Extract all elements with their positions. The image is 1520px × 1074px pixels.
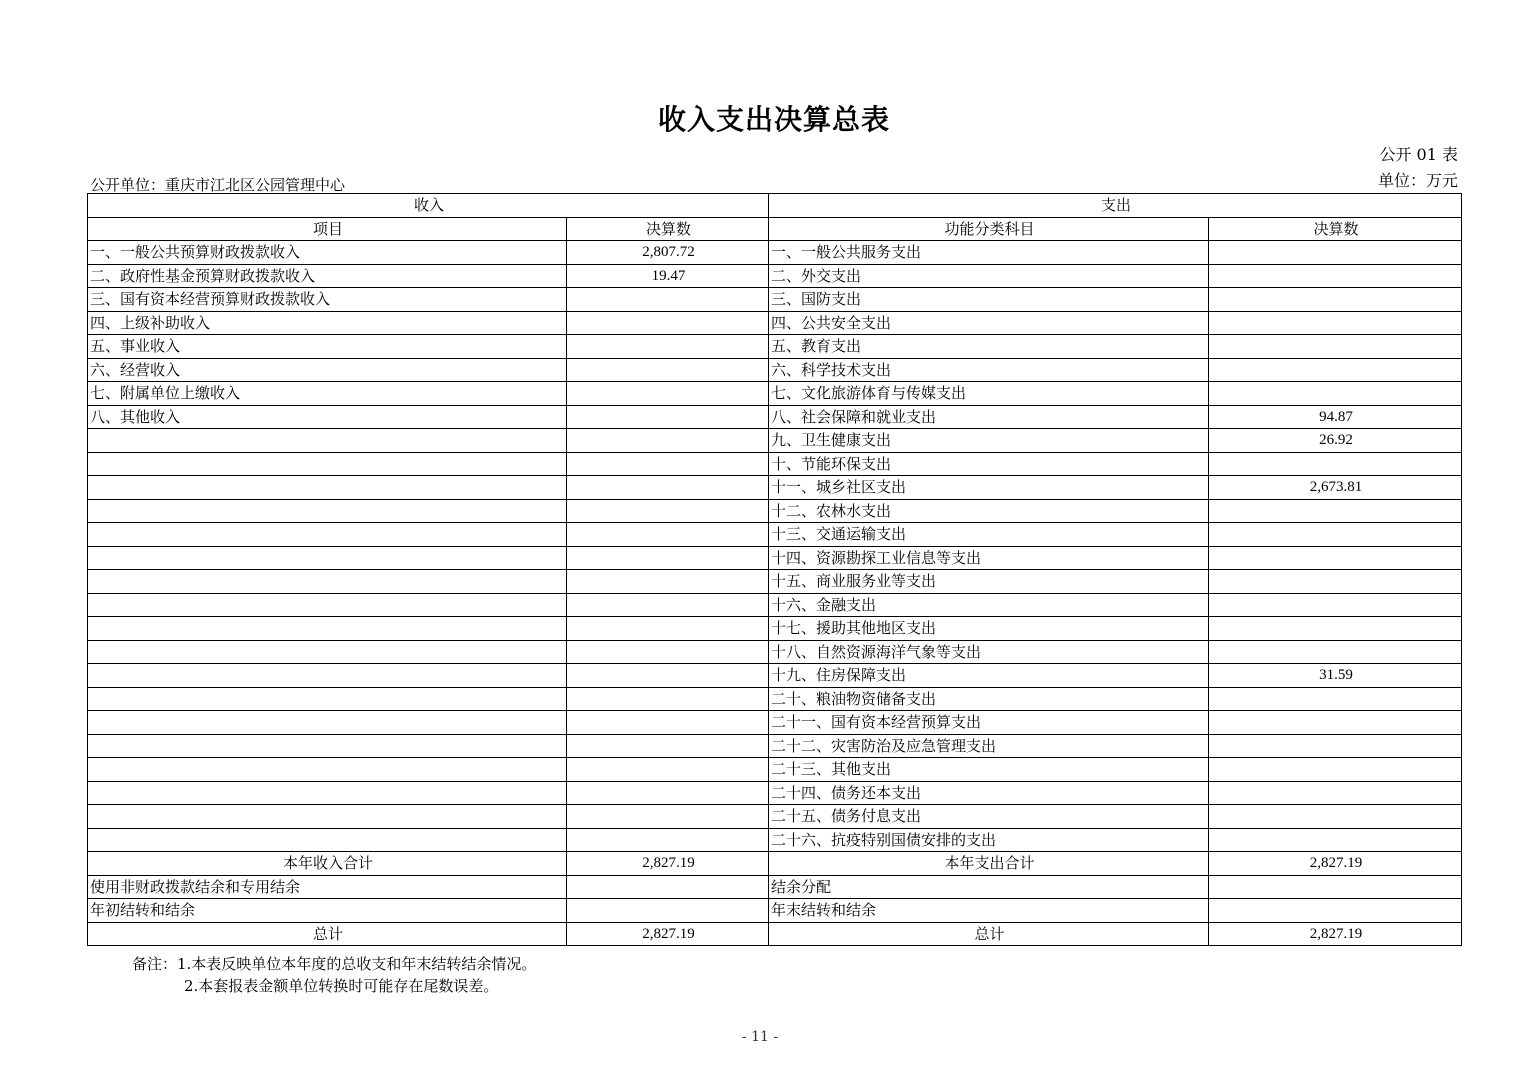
expenditure-amount: 31.59	[1209, 664, 1462, 688]
table-row	[88, 358, 1462, 382]
table-row	[88, 382, 1462, 406]
grand-expenditure-total-label: 总计	[769, 922, 1209, 946]
income-amount	[567, 640, 769, 664]
expenditure-amount	[1209, 687, 1462, 711]
expenditure-amount	[1209, 358, 1462, 382]
expenditure-item: 二十、粮油物资储备支出	[769, 687, 1209, 711]
organization-label: 公开单位：重庆市江北区公园管理中心	[90, 176, 346, 194]
function-item-column-header: 功能分类科目	[769, 217, 1209, 241]
expenditure-amount	[1209, 828, 1462, 852]
income-amount	[567, 382, 769, 406]
expenditure-item: 七、文化旅游体育与传媒支出	[769, 382, 1209, 406]
expenditure-item: 十五、商业服务业等支出	[769, 570, 1209, 594]
expenditure-item: 九、卫生健康支出	[769, 429, 1209, 453]
table-row	[88, 828, 1462, 852]
table-row	[88, 476, 1462, 500]
income-item	[88, 711, 567, 735]
expenditure-item: 二十二、灾害防治及应急管理支出	[769, 734, 1209, 758]
expenditure-item: 一、一般公共服务支出	[769, 241, 1209, 265]
expenditure-amount	[1209, 264, 1462, 288]
income-item	[88, 452, 567, 476]
expenditure-item: 八、社会保障和就业支出	[769, 405, 1209, 429]
income-amount	[567, 593, 769, 617]
grand-income-total-label: 总计	[88, 922, 567, 946]
income-item	[88, 758, 567, 782]
expenditure-item: 十八、自然资源海洋气象等支出	[769, 640, 1209, 664]
income-item	[88, 476, 567, 500]
ending-carryover-value	[1209, 899, 1462, 923]
income-item	[88, 828, 567, 852]
note-2: 2.本套报表金额单位转换时可能存在尾数误差。	[184, 977, 499, 995]
income-amount	[567, 546, 769, 570]
page-number: - 11 -	[741, 1029, 779, 1045]
income-amount	[567, 499, 769, 523]
report-title: 收入支出决算总表	[657, 103, 890, 136]
income-item	[88, 523, 567, 547]
nonfiscal-surplus-value	[567, 875, 769, 899]
expenditure-amount	[1209, 241, 1462, 265]
income-amount	[567, 711, 769, 735]
note-1: 备注：1.本表反映单位本年度的总收支和年末结转结余情况。	[132, 955, 537, 973]
header-row-columns	[88, 217, 1462, 241]
income-item	[88, 593, 567, 617]
income-expenditure-table	[87, 193, 1462, 946]
income-amount	[567, 664, 769, 688]
income-item	[88, 734, 567, 758]
item-column-header: 项目	[88, 217, 567, 241]
form-number: 公开 01 表	[1379, 145, 1458, 164]
expenditure-amount	[1209, 711, 1462, 735]
expenditure-item: 十一、城乡社区支出	[769, 476, 1209, 500]
expenditure-amount: 94.87	[1209, 405, 1462, 429]
income-amount	[567, 429, 769, 453]
table-row	[88, 405, 1462, 429]
expenditure-item: 二十三、其他支出	[769, 758, 1209, 782]
expenditure-item: 三、国防支出	[769, 288, 1209, 312]
income-amount	[567, 405, 769, 429]
income-item: 五、事业收入	[88, 335, 567, 359]
income-item	[88, 546, 567, 570]
expenditure-item: 四、公共安全支出	[769, 311, 1209, 335]
nonfiscal-surplus-label: 使用非财政拨款结余和专用结余	[88, 875, 567, 899]
income-amount	[567, 452, 769, 476]
table-row	[88, 781, 1462, 805]
expenditure-item: 十二、农林水支出	[769, 499, 1209, 523]
year-expenditure-total-label: 本年支出合计	[769, 852, 1209, 876]
income-amount	[567, 476, 769, 500]
expenditure-amount	[1209, 781, 1462, 805]
grand-total-row	[88, 922, 1462, 946]
grand-expenditure-total-value: 2,827.19	[1209, 922, 1462, 946]
beginning-carryover-label: 年初结转和结余	[88, 899, 567, 923]
income-amount	[567, 288, 769, 312]
income-item	[88, 617, 567, 641]
unit-label: 单位：万元	[1377, 171, 1458, 190]
year-expenditure-total-value: 2,827.19	[1209, 852, 1462, 876]
expenditure-amount	[1209, 335, 1462, 359]
income-item	[88, 687, 567, 711]
expenditure-amount	[1209, 499, 1462, 523]
expenditure-amount	[1209, 382, 1462, 406]
expenditure-amount	[1209, 288, 1462, 312]
expenditure-header: 支出	[769, 194, 1462, 218]
income-amount	[567, 687, 769, 711]
income-amount: 2,807.72	[567, 241, 769, 265]
table-row	[88, 523, 1462, 547]
table-row	[88, 288, 1462, 312]
expenditure-item: 二、外交支出	[769, 264, 1209, 288]
table-row	[88, 429, 1462, 453]
expenditure-item: 二十五、债务付息支出	[769, 805, 1209, 829]
income-item: 三、国有资本经营预算财政拨款收入	[88, 288, 567, 312]
expenditure-amount	[1209, 311, 1462, 335]
expenditure-amount	[1209, 523, 1462, 547]
ending-carryover-label: 年末结转和结余	[769, 899, 1209, 923]
income-amount	[567, 758, 769, 782]
income-amount	[567, 805, 769, 829]
table-row	[88, 758, 1462, 782]
income-amount	[567, 781, 769, 805]
table-row	[88, 734, 1462, 758]
table-row	[88, 617, 1462, 641]
income-amount: 19.47	[567, 264, 769, 288]
table-row	[88, 805, 1462, 829]
income-item	[88, 664, 567, 688]
income-item: 六、经营收入	[88, 358, 567, 382]
expenditure-item: 二十四、债务还本支出	[769, 781, 1209, 805]
year-total-row	[88, 852, 1462, 876]
beginning-carryover-value	[567, 899, 769, 923]
expenditure-item: 十四、资源勘探工业信息等支出	[769, 546, 1209, 570]
income-amount-column-header: 决算数	[567, 217, 769, 241]
expenditure-item: 十、节能环保支出	[769, 452, 1209, 476]
expenditure-item: 十三、交通运输支出	[769, 523, 1209, 547]
header-row-groups	[88, 194, 1462, 218]
table-row	[88, 499, 1462, 523]
table-row	[88, 335, 1462, 359]
expenditure-amount: 2,673.81	[1209, 476, 1462, 500]
table-row	[88, 640, 1462, 664]
surplus-distribution-value	[1209, 875, 1462, 899]
income-item: 八、其他收入	[88, 405, 567, 429]
income-amount	[567, 311, 769, 335]
expenditure-amount	[1209, 758, 1462, 782]
year-income-total-value: 2,827.19	[567, 852, 769, 876]
income-amount	[567, 523, 769, 547]
income-item: 二、政府性基金预算财政拨款收入	[88, 264, 567, 288]
expenditure-item: 六、科学技术支出	[769, 358, 1209, 382]
expenditure-item: 十七、援助其他地区支出	[769, 617, 1209, 641]
expenditure-amount	[1209, 570, 1462, 594]
income-amount	[567, 828, 769, 852]
expenditure-amount	[1209, 546, 1462, 570]
expenditure-amount	[1209, 805, 1462, 829]
expenditure-amount-column-header: 决算数	[1209, 217, 1462, 241]
expenditure-amount	[1209, 452, 1462, 476]
surplus-distribution-label: 结余分配	[769, 875, 1209, 899]
income-amount	[567, 570, 769, 594]
year-income-total-label: 本年收入合计	[88, 852, 567, 876]
income-item	[88, 781, 567, 805]
table-row	[88, 570, 1462, 594]
table-row	[88, 452, 1462, 476]
table-row	[88, 687, 1462, 711]
income-item: 一、一般公共预算财政拨款收入	[88, 241, 567, 265]
carryover-row	[88, 899, 1462, 923]
table-row	[88, 311, 1462, 335]
table-row	[88, 241, 1462, 265]
expenditure-item: 二十一、国有资本经营预算支出	[769, 711, 1209, 735]
income-item	[88, 570, 567, 594]
table-row	[88, 264, 1462, 288]
income-header: 收入	[88, 194, 769, 218]
notes	[132, 953, 536, 997]
expenditure-amount	[1209, 617, 1462, 641]
income-item	[88, 429, 567, 453]
expenditure-amount	[1209, 640, 1462, 664]
income-amount	[567, 617, 769, 641]
expenditure-amount: 26.92	[1209, 429, 1462, 453]
income-item: 四、上级补助收入	[88, 311, 567, 335]
table-row	[88, 546, 1462, 570]
expenditure-item: 二十六、抗疫特别国债安排的支出	[769, 828, 1209, 852]
expenditure-item: 五、教育支出	[769, 335, 1209, 359]
income-item	[88, 805, 567, 829]
expenditure-item: 十九、住房保障支出	[769, 664, 1209, 688]
expenditure-amount	[1209, 734, 1462, 758]
income-amount	[567, 734, 769, 758]
income-item	[88, 499, 567, 523]
income-item	[88, 640, 567, 664]
nonfiscal-surplus-row	[88, 875, 1462, 899]
expenditure-item: 十六、金融支出	[769, 593, 1209, 617]
income-amount	[567, 358, 769, 382]
income-item: 七、附属单位上缴收入	[88, 382, 567, 406]
expenditure-amount	[1209, 593, 1462, 617]
table-row	[88, 711, 1462, 735]
income-amount	[567, 335, 769, 359]
grand-income-total-value: 2,827.19	[567, 922, 769, 946]
table-row	[88, 593, 1462, 617]
table-row	[88, 664, 1462, 688]
